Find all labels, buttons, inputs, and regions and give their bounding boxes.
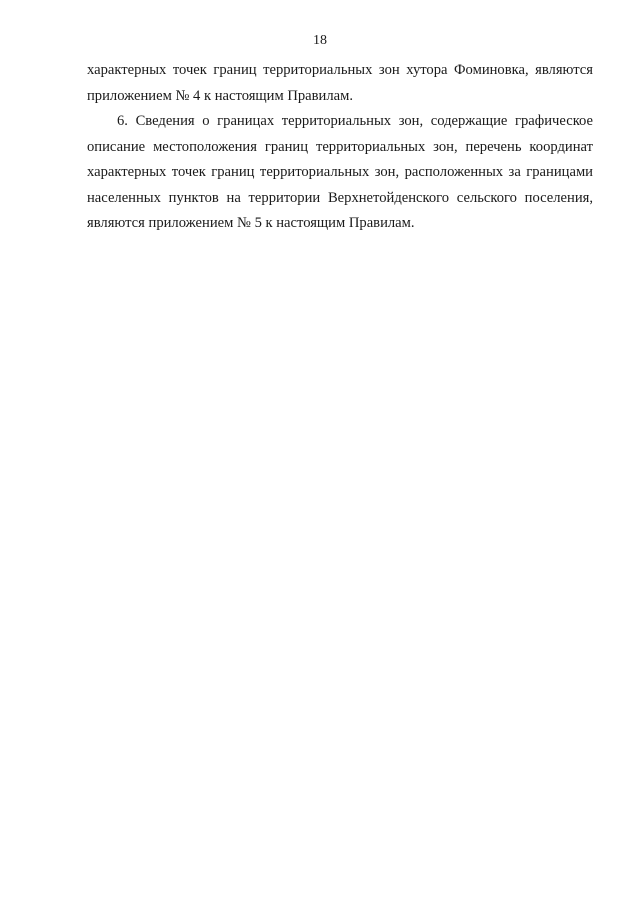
page-number: 18: [313, 33, 327, 48]
paragraph-continuation: характерных точек границ территориальных зон хутора Фоминовка, являются приложением № 4 к настоящим Правилам.: [87, 62, 593, 104]
paragraph-item-6: 6. Сведения о границах территориальных зон, содержащие графическое описание местоположения границ территориальных зон, перечень координат характерных точек границ территориальных зон, расположенных за границами населенных пунктов на территории Верхнетойденского сельского поселения, являются приложением № 5 к настоящим Правилам.: [87, 113, 593, 231]
document-body: [87, 58, 593, 237]
